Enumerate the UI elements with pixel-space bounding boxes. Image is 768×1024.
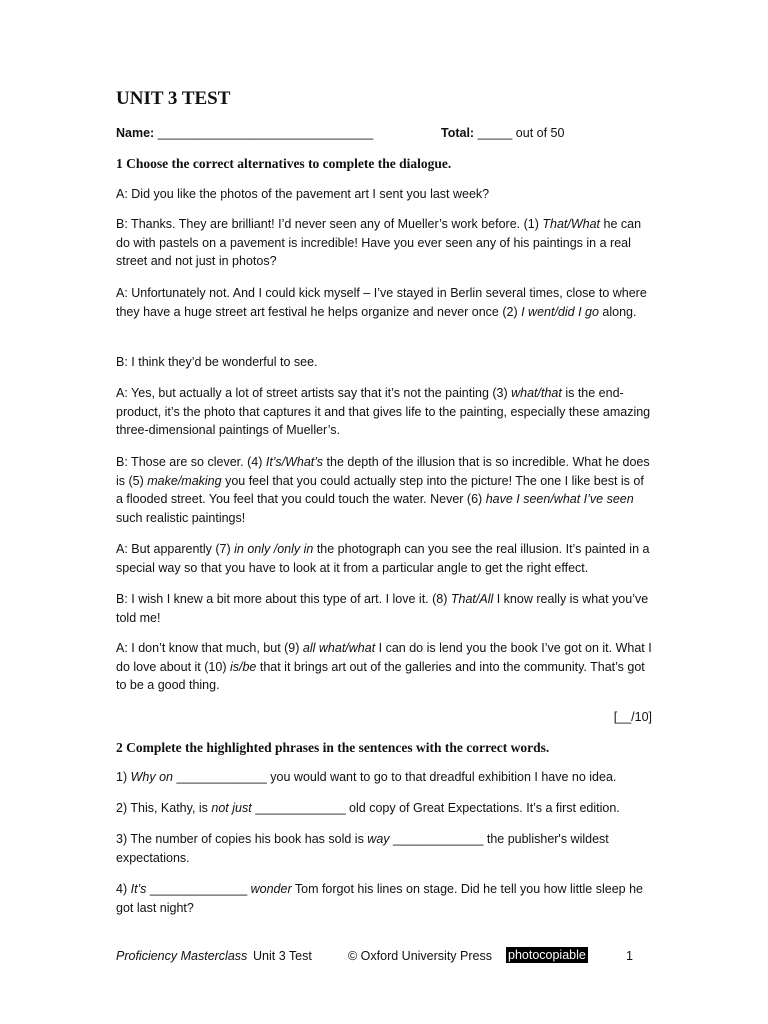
sentence-item-1: 1) Why on _____________ you would want to go to that dreadful exhibition I have no idea. [116,770,617,784]
italic-option: That/What [542,217,601,231]
dialogue-line-7: A: But apparently (7) in only /only in the photograph can you see the real illusion. It’s painted in a special way so that you have to look at it from a particular angle to get the right effect. [116,542,650,575]
italic-option: wonder [250,882,292,896]
italic-option: That/All [450,592,494,606]
sentence-item-4: 4) It’s ______________ wonder Tom forgot his lines on stage. Did he tell you how little sleep he got last night? [116,882,643,915]
section-2-heading: 2 Complete the highlighted phrases in the sentences with the correct words. [116,740,550,755]
dialogue-line-3: A: Unfortunately not. And I could kick myself – I’ve stayed in Berlin several times, close to where they have a huge street art festival he helps organize and never once (2) I went/did I go along. [116,286,647,319]
page-title: UNIT 3 TEST [116,88,231,109]
italic-option: It’s [130,882,147,896]
italic-option: is/be [229,659,257,674]
footer-photocopiable-badge: photocopiable [508,948,586,962]
section-1-score: [__/10] [613,710,652,724]
dialogue-line-4: B: I think they’d be wonderful to see. [116,355,318,369]
italic-option: It’s/What’s [265,455,324,469]
italic-option: what/that [511,386,562,400]
italic-option: in only /only in [234,542,314,556]
total-blank: _____ out of 50 [474,126,565,140]
sentence-item-3: 3) The number of copies his book has sold is way _____________ the publisher's wildest expectations. [116,832,609,865]
italic-option: all what/what [302,641,376,655]
footer-book-title: Proficiency Masterclass [116,949,248,963]
name-label: Name: [116,126,155,140]
italic-option: I went/did I go [521,304,599,319]
dialogue-line-5: A: Yes, but actually a lot of street artists say that it’s not the painting (3) what/that is the end-product, it’s the photo that captures it and that gives life to the painting, especially these amazing three-dimensional paintings of Mueller’s. [116,386,651,438]
name-field [116,125,373,142]
footer-unit: Unit 3 Test [253,949,312,963]
italic-option: have I seen/what I’ve seen [485,492,634,507]
italic-option: way [367,832,390,846]
dialogue-line-8: B: I wish I knew a bit more about this type of art. I love it. (8) That/All I know really is what you’ve told me! [116,592,649,625]
page-footer [116,947,636,965]
italic-option: make/making [147,473,222,488]
italic-option: not just [211,801,252,815]
dialogue-line-2: B: Thanks. They are brilliant! I’d never seen any of Mueller’s work before. (1) That/What he can do with pastels on a pavement is incredible! Have you ever seen any of his paintings in a real street and not just in photos? [116,217,642,269]
name-blank: _______________________________ [154,126,374,140]
section-1-heading: 1 Choose the correct alternatives to complete the dialogue. [116,156,452,171]
footer-copyright: © Oxford University Press [348,949,492,963]
total-field [441,125,564,142]
dialogue-line-1: A: Did you like the photos of the pavement art I sent you last week? [116,187,490,201]
dialogue-line-9: A: I don’t know that much, but (9) all what/what I can do is lend you the book I’ve got on it. What I do love about it (10) is/be that it brings art out of the galleries and into the community. That’s got to be a good thing. [116,641,652,693]
dialogue-line-6: B: Those are so clever. (4) It’s/What’s the depth of the illusion that is so incredible. What he does is (5) make/making you feel that you could actually step into the picture! The one I like best is of a flooded street. You feel that you could touch the water. Never (6) have I seen/what I’ve seen such realistic paintings! [116,455,650,526]
sentence-item-2: 2) This, Kathy, is not just _____________ old copy of Great Expectations. It’s a first edition. [116,801,620,815]
footer-page-number: 1 [626,949,633,963]
total-label: Total: [441,126,475,140]
italic-option: Why on [130,770,173,784]
